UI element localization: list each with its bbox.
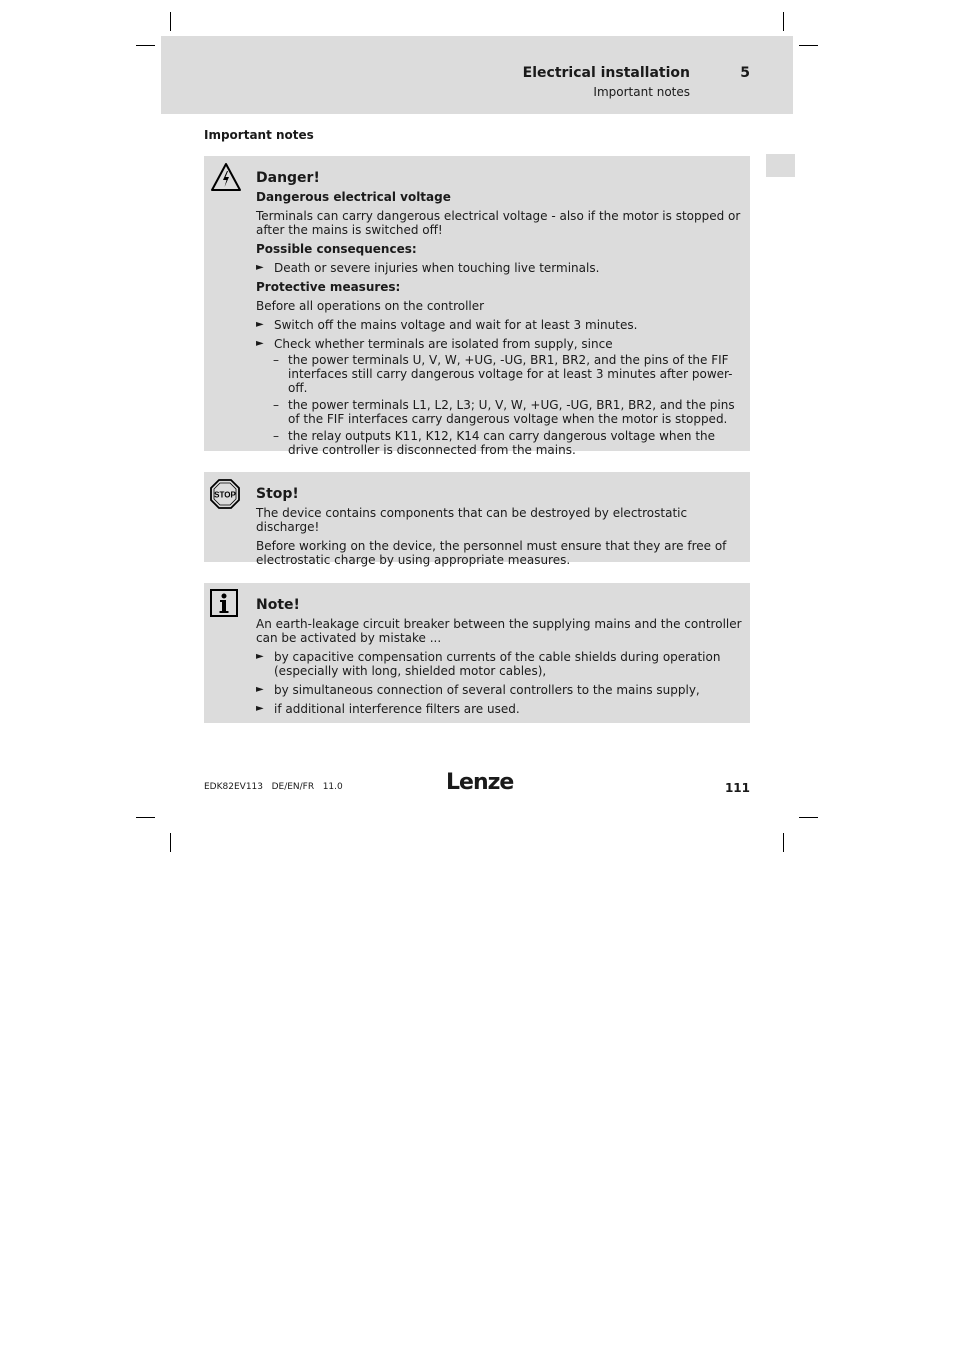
sub-list-item: – the relay outputs K11, K12, K14 can carry dangerous voltage when the drive controller is disconnected from the mains.: [273, 429, 716, 457]
list-item: ► Death or severe injuries when touching live terminals.: [256, 261, 600, 275]
warning-electric-icon: [210, 162, 242, 196]
list-item: ► by simultaneous connection of several controllers to the mains supply,: [256, 683, 700, 697]
header-band: [161, 36, 793, 114]
stop-title: Stop!: [256, 486, 299, 502]
crop-mark: [783, 12, 784, 31]
chapter-title: Electrical installation: [522, 65, 690, 81]
stop-sign-icon: [210, 479, 240, 513]
crop-mark: [783, 833, 784, 852]
dash-mark: –: [273, 353, 279, 367]
bullet-arrow-icon: ►: [256, 262, 264, 273]
dash-mark: –: [273, 398, 279, 412]
document-code: EDK82EV113 DE/EN/FR 11.0: [204, 782, 343, 792]
bullet-arrow-icon: ►: [256, 651, 264, 662]
list-item: ► if additional interference filters are used.: [256, 702, 520, 716]
svg-text:STOP: STOP: [214, 490, 236, 500]
page-number: 111: [724, 781, 750, 795]
crop-mark: [170, 833, 171, 852]
lenze-logo: Lenze: [446, 770, 514, 795]
list-item: ► Check whether terminals are isolated from supply, since: [256, 337, 613, 351]
measures-intro: Before all operations on the controller: [256, 299, 485, 313]
list-item: ► by capacitive compensation currents of the cable shields during operation (especially with long, shielded motor cables),: [256, 650, 721, 678]
section-heading: Important notes: [204, 128, 314, 142]
dash-mark: –: [273, 429, 279, 443]
stop-paragraph: Before working on the device, the personnel must ensure that they are free of electrostatic charge by using appropriate measures.: [256, 539, 727, 567]
stop-notice: [204, 472, 750, 567]
danger-subtitle: Dangerous electrical voltage: [256, 190, 451, 204]
danger-intro: Terminals can carry dangerous electrical voltage - also if the motor is stopped or after the mains is switched off!: [256, 209, 741, 237]
sub-list-item: – the power terminals U, V, W, +UG, -UG, BR1, BR2, and the pins of the FIF interfaces still carry dangerous voltage for at least 3 minutes after power-off.: [273, 353, 733, 395]
bullet-arrow-icon: ►: [256, 684, 264, 695]
crop-mark: [136, 45, 155, 46]
note-intro: An earth-leakage circuit breaker between the supplying mains and the controller can be activated by mistake ...: [256, 617, 742, 645]
crop-mark: [799, 817, 818, 818]
list-item: ► Switch off the mains voltage and wait for at least 3 minutes.: [256, 318, 638, 332]
measures-label: Protective measures:: [256, 280, 401, 294]
chapter-number: 5: [740, 65, 750, 81]
consequences-label: Possible consequences:: [256, 242, 417, 256]
crop-mark: [170, 12, 171, 31]
crop-mark: [799, 45, 818, 46]
bullet-arrow-icon: ►: [256, 703, 264, 714]
chapter-side-tab: [766, 154, 795, 177]
info-icon: [210, 589, 238, 621]
crop-mark: [136, 817, 155, 818]
bullet-arrow-icon: ►: [256, 338, 264, 349]
note-notice: [204, 583, 750, 723]
sub-list-item: – the power terminals L1, L2, L3; U, V, W, +UG, -UG, BR1, BR2, and the pins of the FIF interfaces carry dangerous voltage when the motor is stopped.: [273, 398, 735, 426]
danger-title: Danger!: [256, 170, 320, 186]
note-title: Note!: [256, 597, 300, 613]
danger-notice: [204, 156, 750, 457]
stop-paragraph: The device contains components that can be destroyed by electrostatic discharge!: [256, 506, 688, 534]
chapter-subtitle: Important notes: [593, 85, 690, 99]
bullet-arrow-icon: ►: [256, 319, 264, 330]
